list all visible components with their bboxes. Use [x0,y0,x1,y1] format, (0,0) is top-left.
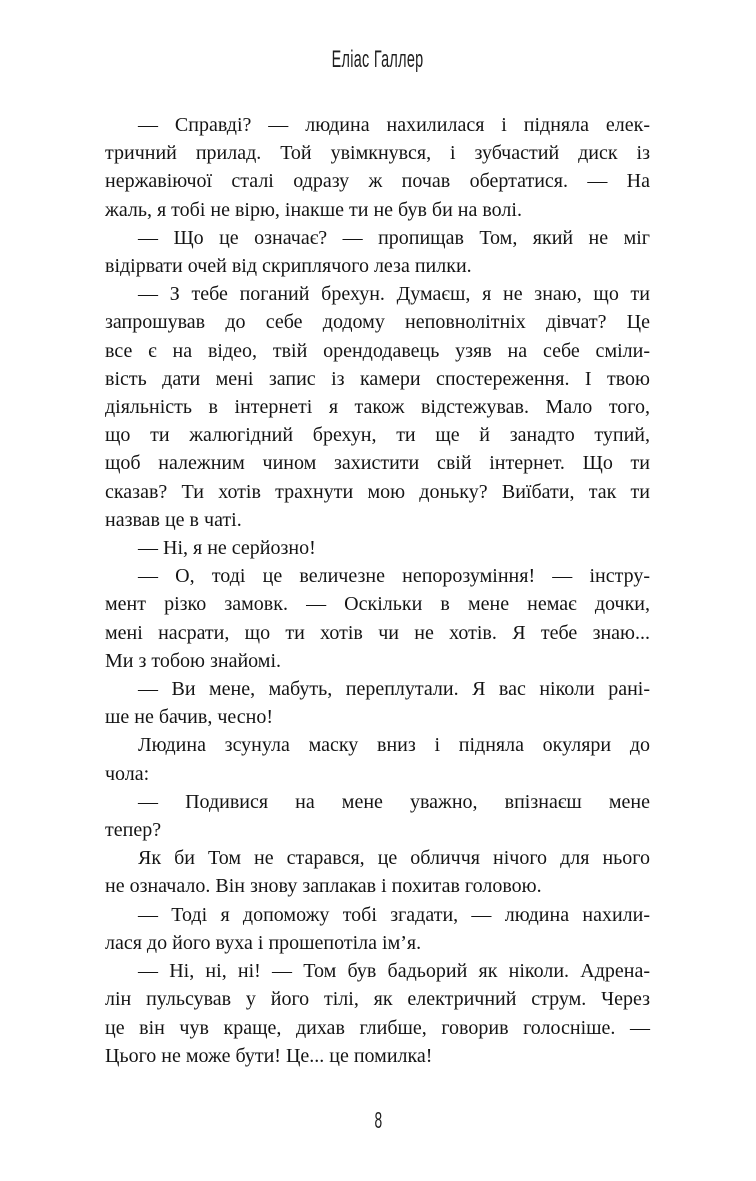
text-line: щоб належним чином захистити свій інтернет. Що ти [105,452,650,475]
text-line: вість дати мені запис із камери спостереження. І твою [105,367,650,390]
text-line: діяльність в інтернеті я також відстежував. Мало того, [105,396,650,419]
text-line: чола: [105,762,150,785]
text-line: — З тебе поганий брехун. Думаєш, я не знаю, що ти [138,283,650,306]
text-line: — Справді? — людина нахилилася і підняла елек- [138,114,650,136]
text-line: Як би Том не старався, це обличчя нічого для нього [138,847,650,870]
text-line: мені насрати, що ти хотів чи не хотів. Я тебе знаю... [105,621,650,644]
text-line: тепер? [105,819,162,842]
text-line: — Ні, я не серйозно! [138,537,316,560]
text-line: запрошував до себе додому неповнолітніх дівчат? Це [105,311,650,334]
text-line: що ти жалюгідний брехун, ти ще й занадто тупий, [105,424,650,447]
text-line: не означало. Він знову заплакав і похитав головою. [105,875,542,898]
text-line: мент різко замовк. — Оскільки в мене немає дочки, [105,593,650,616]
text-line: — Подивися на мене уважно, впізнаєш мене [138,790,650,813]
text-line: — Тоді я допоможу тобі згадати, — людина нахили- [138,903,650,926]
text-line: Ми з тобою знайомі. [105,649,281,672]
text-line: лін пульсував у його тілі, як електричний струм. Через [105,988,650,1011]
text-line: відірвати очей від скриплячого леза пилки. [105,255,472,278]
running-header-text: Еліас Галлер [332,46,424,73]
text-line: Людина зсунула маску вниз і підняла окуляри до [138,734,650,757]
running-header [0,47,756,76]
text-line: — Що це означає? — пропищав Том, який не міг [138,226,650,249]
text-line: сказав? Ти хотів трахнути мою доньку? Виїбати, так ти [105,480,650,503]
text-line: — Ні, ні, ні! — Том був бадьорий як ніколи. Адрена- [138,960,650,983]
text-line: Цього не може бути! Це... це помилка! [105,1044,433,1067]
page-number [0,1107,756,1137]
text-line: — Ви мене, мабуть, переплутали. Я вас ніколи рані- [138,678,650,701]
text-line: ше не бачив, чесно! [105,706,273,729]
text-line: це він чув краще, дихав глибше, говорив голосніше. — [105,1016,650,1039]
text-line: назвав це в чаті. [105,508,242,531]
text-line: — О, тоді це величезне непорозуміння! — інстру- [138,565,650,588]
body-text [105,111,650,1070]
text-line: нержавіючої сталі одразу ж почав обертатися. — На [105,170,650,193]
page-number-text: 8 [374,1107,382,1133]
text-line: тричний прилад. Той увімкнувся, і зубчастий диск із [105,142,650,165]
text-line: лася до його вуха і прошепотіла ім’я. [105,931,422,954]
text-line: все є на відео, твій орендодавець узяв на себе сміли- [105,339,650,362]
text-line: жаль, я тобі не вірю, інакше ти не був би на волі. [105,198,522,221]
